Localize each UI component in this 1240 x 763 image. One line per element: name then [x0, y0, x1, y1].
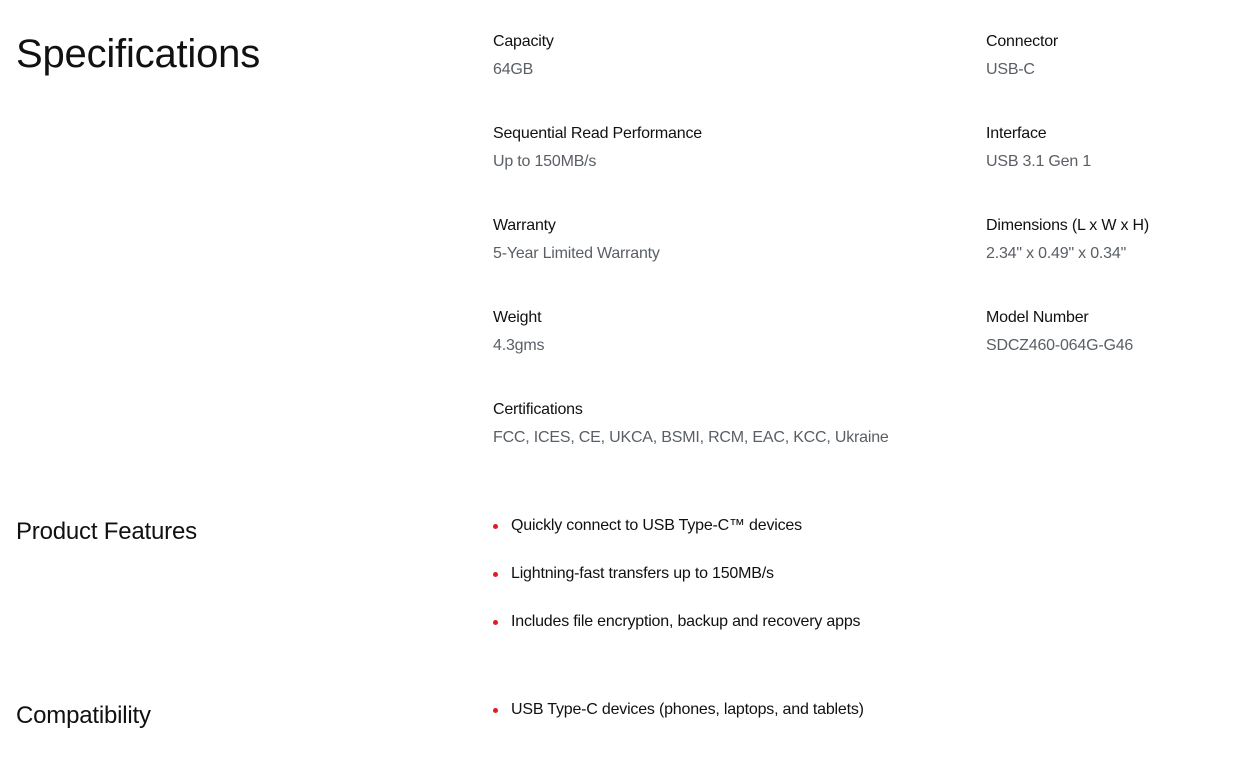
feature-text: Quickly connect to USB Type-C™ devices: [511, 517, 802, 534]
feature-text: Lightning-fast transfers up to 150MB/s: [511, 565, 774, 582]
spec-value: 5-Year Limited Warranty: [493, 245, 660, 262]
spec-label: Weight: [493, 309, 542, 326]
spec-connector: [986, 32, 1236, 80]
spec-value: Up to 150MB/s: [493, 153, 597, 170]
spec-label: Warranty: [493, 217, 556, 234]
spec-value: FCC, ICES, CE, UKCA, BSMI, RCM, EAC, KCC, Ukraine: [493, 429, 889, 446]
spec-value: SDCZ460-064G-G46: [986, 337, 1134, 354]
spec-label: Model Number: [986, 309, 1089, 326]
bullet-dot-icon: [493, 524, 498, 529]
spec-value: USB-C: [986, 61, 1035, 78]
bullet-dot-icon: [493, 620, 498, 625]
spec-weight: [493, 308, 933, 356]
list-item: [493, 700, 864, 720]
bullet-dot-icon: [493, 572, 498, 577]
spec-read-performance: [493, 124, 933, 172]
bullet-dot-icon: [493, 708, 498, 713]
compatibility-list: [493, 700, 864, 720]
spec-warranty: [493, 216, 933, 264]
spec-label: Certifications: [493, 401, 583, 418]
spec-label: Sequential Read Performance: [493, 125, 702, 142]
list-item: [493, 564, 860, 584]
spec-value: 2.34" x 0.49" x 0.34": [986, 245, 1127, 262]
spec-label: Capacity: [493, 33, 554, 50]
spec-label: Connector: [986, 33, 1059, 50]
spec-label: Interface: [986, 125, 1047, 142]
compatibility-heading: Compatibility: [16, 702, 151, 729]
compatibility-text: USB Type-C devices (phones, laptops, and tablets): [511, 701, 864, 718]
spec-value: 4.3gms: [493, 337, 545, 354]
spec-value: USB 3.1 Gen 1: [986, 153, 1092, 170]
spec-dimensions: [986, 216, 1236, 264]
spec-model-number: [986, 308, 1236, 356]
spec-capacity: [493, 32, 933, 80]
specifications-heading: Specifications: [16, 32, 260, 76]
features-list: [493, 516, 860, 632]
product-features-heading: Product Features: [16, 518, 197, 545]
list-item: [493, 612, 860, 632]
spec-value: 64GB: [493, 61, 534, 78]
list-item: [493, 516, 860, 536]
feature-text: Includes file encryption, backup and recovery apps: [511, 613, 861, 630]
spec-interface: [986, 124, 1236, 172]
spec-label: Dimensions (L x W x H): [986, 217, 1150, 234]
spec-certifications: [493, 400, 933, 448]
